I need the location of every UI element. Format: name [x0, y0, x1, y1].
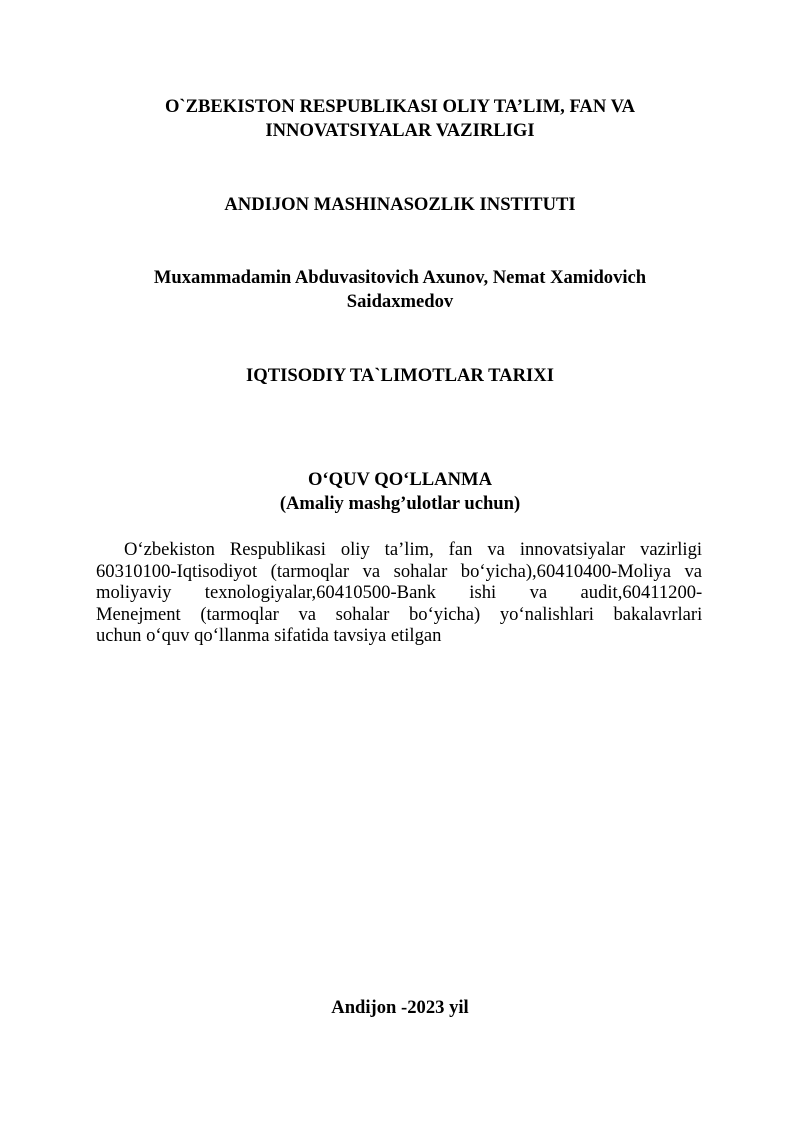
recommendation-line: 60310100-Iqtisodiyot (tarmoqlar va sohalar bo‘yicha),60410400-Moliya va — [96, 560, 702, 582]
place-year: Andijon -2023 yil — [331, 997, 469, 1018]
recommendation-paragraph — [96, 539, 702, 647]
institute-name: ANDIJON MASHINASOZLIK INSTITUTI — [224, 194, 576, 215]
book-title: IQTISODIY TA`LIMOTLAR TARIXI — [246, 365, 554, 386]
ministry-line-2: INNOVATSIYALAR VAZIRLIGI — [265, 120, 535, 141]
authors-line-1: Muxammadamin Abduvasitovich Axunov, Nemat Xamidovich — [153, 267, 647, 288]
recommendation-line: moliyaviy texnologiyalar,60410500-Bank ishi va audit,60411200- — [96, 582, 703, 604]
book-type-subtitle: (Amaliy mashg’ulotlar uchun) — [279, 493, 521, 514]
ministry-line-1: O`ZBEKISTON RESPUBLIKASI OLIY TA’LIM, FAN VA — [164, 96, 636, 117]
recommendation-line: uchun o‘quv qo‘llanma sifatida tavsiya etilgan — [96, 625, 442, 647]
book-type: O‘QUV QO‘LLANMA — [307, 469, 493, 490]
recommendation-line: Menejment (tarmoqlar va sohalar bo‘yicha) yo‘nalishlari bakalavrlari — [96, 603, 703, 625]
recommendation-line: O‘zbekiston Respublikasi oliy ta’lim, fan va innovatsiyalar vazirligi — [124, 539, 703, 560]
authors-line-2: Saidaxmedov — [346, 291, 454, 312]
